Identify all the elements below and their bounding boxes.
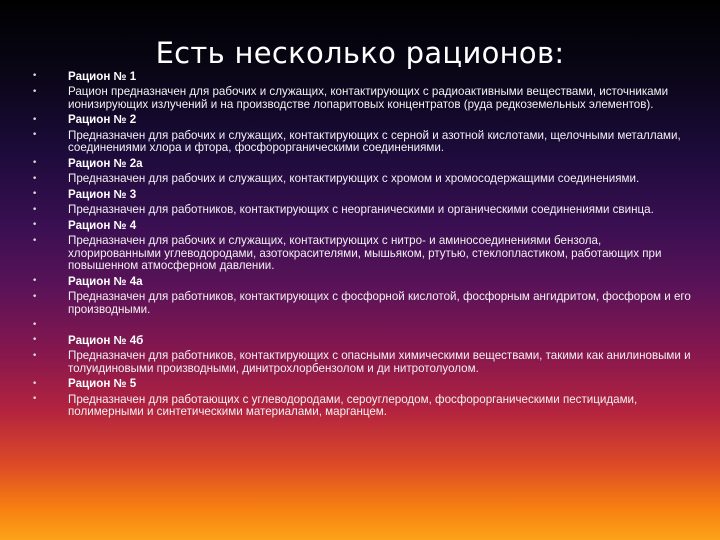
bullet-icon: • (32, 378, 38, 389)
bullet-icon: • (32, 220, 38, 230)
bullet-icon: • (32, 86, 38, 97)
ration-heading: Рацион № 2 (68, 113, 137, 126)
ration-heading: Рацион № 4а (68, 274, 143, 288)
ration-list (0, 69, 720, 420)
bullet-icon: • (32, 291, 38, 302)
bullet-icon: • (32, 394, 38, 404)
list-item (0, 203, 720, 219)
list-item (0, 234, 720, 275)
bullet-icon: • (32, 276, 38, 286)
bullet-icon: • (32, 114, 38, 125)
list-item (0, 333, 720, 349)
ration-description: Предназначен для работников, контактирующих с фосфорной кислотой, фосфорным ангидритом, фосфором и его производными. (68, 290, 691, 316)
list-item (0, 113, 720, 129)
ration-description: Рацион предназначен для рабочих и служащих, контактирующих с радиоактивными веществами, источниками ионизирующих излучений и на производстве лопаритовых концентратов (руда редкоземельных элементов). (68, 85, 669, 111)
bullet-icon: • (32, 319, 38, 330)
list-item (0, 128, 720, 156)
list-item (0, 377, 720, 393)
ration-description: Предназначен для работающих с углеводородами, сероуглеродом, фосфорорганическими пестицидами, полимерными и синтетическими материалами, марганцем. (68, 392, 638, 418)
bullet-icon: • (32, 71, 38, 81)
bullet-icon: • (32, 350, 38, 361)
ration-description: Предназначен для рабочих и служащих, контактирующих с хромом и хромосодержащими соединениями. (68, 172, 640, 185)
list-item (0, 290, 720, 318)
ration-description: Предназначен для работников, контактирующих с опасными химическими веществами, такими как анилиновыми и толуидиновыми производными, динитрохлорбензолом и ди нитротолуолом. (68, 349, 691, 375)
list-item (0, 156, 720, 172)
bullet-icon: • (32, 204, 38, 215)
ration-description: Предназначен для рабочих и служащих, контактирующих с нитро- и аминосоединениями бензола, хлорированными углеводородами, азотокрасителями, мышьяком, ртутью, стеклопластиком, работающих при повышенном атмосферном давлении. (68, 234, 662, 272)
slide-title: Есть несколько рационов: (155, 36, 565, 71)
list-item (0, 172, 720, 188)
bullet-icon: • (32, 173, 38, 184)
list-item (0, 349, 720, 377)
list-item (0, 274, 720, 290)
ration-heading: Рацион № 5 (68, 377, 137, 390)
ration-heading: Рацион № 2а (68, 156, 143, 170)
ration-heading: Рацион № 3 (68, 187, 137, 201)
ration-heading: Рацион № 4 (68, 218, 137, 232)
list-item (0, 69, 720, 85)
list-item (0, 187, 720, 203)
bullet-icon: • (32, 158, 38, 168)
ration-heading: Рацион № 4б (68, 333, 144, 347)
list-item (0, 318, 720, 334)
list-item (0, 218, 720, 234)
bullet-icon: • (32, 189, 38, 199)
ration-description (68, 318, 696, 321)
ration-heading: Рацион № 1 (68, 69, 137, 83)
bullet-icon: • (32, 235, 38, 246)
ration-description: Предназначен для рабочих и служащих, контактирующих с серной и азотной кислотами, щелочными металлами, соединениями хлора и фтора, фосфорорганическими соединениями. (68, 128, 681, 154)
bullet-icon: • (32, 335, 38, 345)
list-item (0, 392, 720, 420)
list-item (0, 85, 720, 113)
ration-description: Предназначен для работников, контактирующих с неорганическими и органическими соединениями свинца. (68, 203, 654, 216)
bullet-icon: • (32, 130, 38, 140)
